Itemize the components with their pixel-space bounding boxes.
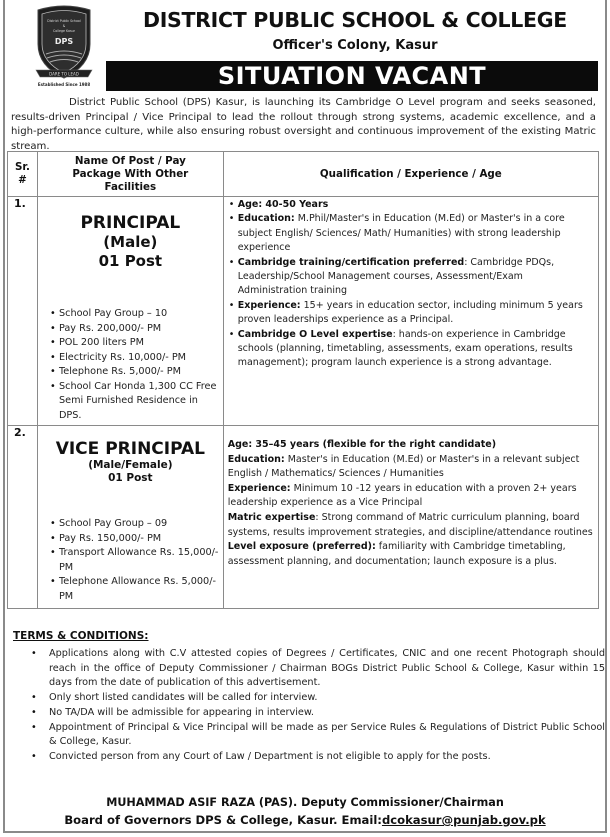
qualification-item: • Age: 40-50 Years xyxy=(228,198,594,212)
post-title-block xyxy=(38,213,223,271)
pay-item: • Pay Rs. 200,000/- PM xyxy=(50,322,223,337)
terms-item: • Only short listed candidates will be called for interview. xyxy=(30,691,605,706)
post-name-cell xyxy=(37,197,223,426)
header-qualification: Qualification / Experience / Age xyxy=(223,152,598,197)
svg-text:District Public School: District Public School xyxy=(47,19,81,23)
post-gender: (Male) xyxy=(103,233,158,251)
pay-item: • Transport Allowance Rs. 15,000/- PM xyxy=(50,546,223,575)
post-name-cell xyxy=(37,426,223,609)
situation-vacant-banner: SITUATION VACANT xyxy=(106,61,598,91)
header-sr: Sr. # xyxy=(8,152,38,197)
qualification-item: • Cambridge O Level expertise: hands-on experience in Cambridge schools (planning, timetabling, assessments, exam operations, results management); program launch experience is a strong advantage. xyxy=(228,328,594,371)
school-crest-logo xyxy=(32,4,96,94)
svg-text:DARE TO LEAD: DARE TO LEAD xyxy=(49,71,79,77)
table-row xyxy=(8,197,599,426)
pay-item: • POL 200 liters PM xyxy=(50,336,223,351)
pay-item: • Pay Rs. 150,000/- PM xyxy=(50,532,223,547)
terms-heading: TERMS & CONDITIONS: xyxy=(13,630,149,642)
svg-text:&: & xyxy=(62,24,66,28)
svg-text:Established Since 1988: Established Since 1988 xyxy=(37,82,91,87)
pay-package-list xyxy=(50,517,223,608)
post-sr: 1. xyxy=(8,197,38,426)
post-count: 01 Post xyxy=(98,252,163,270)
qualification-item: Education: Master's in Education (M.Ed) or Master's in a relevant subject English / Mathematics/ Sciences / Humanities xyxy=(227,453,580,480)
svg-text:DPS: DPS xyxy=(54,37,74,46)
posts-table xyxy=(7,151,599,609)
post-title: VICE PRINCIPAL xyxy=(55,439,205,459)
school-location: Officer's Colony, Kasur xyxy=(272,38,438,53)
email-link[interactable]: dcokasur@punjab.gov.pk xyxy=(381,813,546,827)
terms-item: • No TA/DA will be admissible for appearing in interview. xyxy=(30,706,605,721)
terms-list xyxy=(30,647,605,765)
terms-item: • Convicted person from any Court of Law / Department is not eligible to apply for the posts. xyxy=(30,750,605,765)
terms-item: • Applications along with C.V attested copies of Degrees / Certificates, CNIC and one recent Photograph should reach in the office of Deputy Commissioner / Chairman BOGs District Public School & College, Kasur within 15 days from the date of publication of this advertisement. xyxy=(30,647,605,691)
qualification-item: Matric expertise: Strong command of Matric curriculum planning, board systems, results improvement strategies, and discipline/attendance routines xyxy=(227,511,593,538)
qualification-item: • Cambridge training/certification preferred: Cambridge PDQs, Leadership/School Management courses, Assessment/Exam Administration training xyxy=(228,256,594,299)
table-row xyxy=(8,426,599,609)
qualification-item: • Education: M.Phil/Master's in Education (M.Ed) or Master's in a core subject English/ Sciences/ Math/ Humanities) with strong leadership experience xyxy=(228,212,594,255)
terms-item: • Appointment of Principal & Vice Principal will be made as per Service Rules & Regulations of District Public School & College, Kasur. xyxy=(30,721,605,750)
post-gender: (Male/Female) xyxy=(88,459,173,471)
post-qualification-cell xyxy=(223,197,598,426)
post-count: 01 Post xyxy=(108,472,153,484)
board-text: Board of Governors DPS & College, Kasur. Email: xyxy=(64,813,382,827)
qualification-item: • Experience: 15+ years in education sector, including minimum 5 years proven leaderships experience as a Principal. xyxy=(228,299,594,328)
qualification-list xyxy=(224,426,598,572)
post-sr: 2. xyxy=(8,426,38,609)
table-header-row xyxy=(8,152,599,197)
pay-item: • School Pay Group – 09 xyxy=(50,517,223,532)
post-qualification-cell xyxy=(223,426,598,609)
pay-item: • School Car Honda 1,300 CC Free Semi Furnished Residence in DPS. xyxy=(50,380,223,424)
school-name: DISTRICT PUBLIC SCHOOL & COLLEGE xyxy=(142,8,567,32)
qualification-item: Level exposure (preferred): familiarity with Cambridge timetabling, assessment planning, and documentation; launch exposure is a plus. xyxy=(227,541,566,567)
post-title: PRINCIPAL xyxy=(80,213,181,233)
qualification-item: Age: 35–45 years (flexible for the right candidate) xyxy=(227,439,497,450)
crest-icon xyxy=(32,4,96,94)
post-title-block xyxy=(38,439,223,485)
intro-paragraph: District Public School (DPS) Kasur, is launching its Cambridge O Level program and seeks seasoned, results-driven Principal / Vice Principal to lead the rollout through strong systems, academic excellence, and a high-performance culture, while also ensuring robust oversight and continuous improvement of the existing Matric stream. xyxy=(11,97,596,152)
qualification-list xyxy=(224,197,598,381)
qualification-item: Experience: Minimum 10 -12 years in education with a proven 2+ years leadership experience as a Vice Principal xyxy=(227,482,577,509)
signatory-board-line xyxy=(0,813,610,827)
pay-item: • Telephone Allowance Rs. 5,000/- PM xyxy=(50,575,223,604)
header-name-of-post: Name Of Post / Pay Package With Other Facilities xyxy=(37,152,223,197)
pay-item: • Electricity Rs. 10,000/- PM xyxy=(50,351,223,366)
pay-item: • Telephone Rs. 5,000/- PM xyxy=(50,365,223,380)
pay-item: • School Pay Group – 10 xyxy=(50,307,223,322)
pay-package-list xyxy=(50,307,223,425)
signatory-line: MUHAMMAD ASIF RAZA (PAS). Deputy Commissioner/Chairman xyxy=(106,796,504,809)
svg-text:College Kasur: College Kasur xyxy=(53,29,75,33)
